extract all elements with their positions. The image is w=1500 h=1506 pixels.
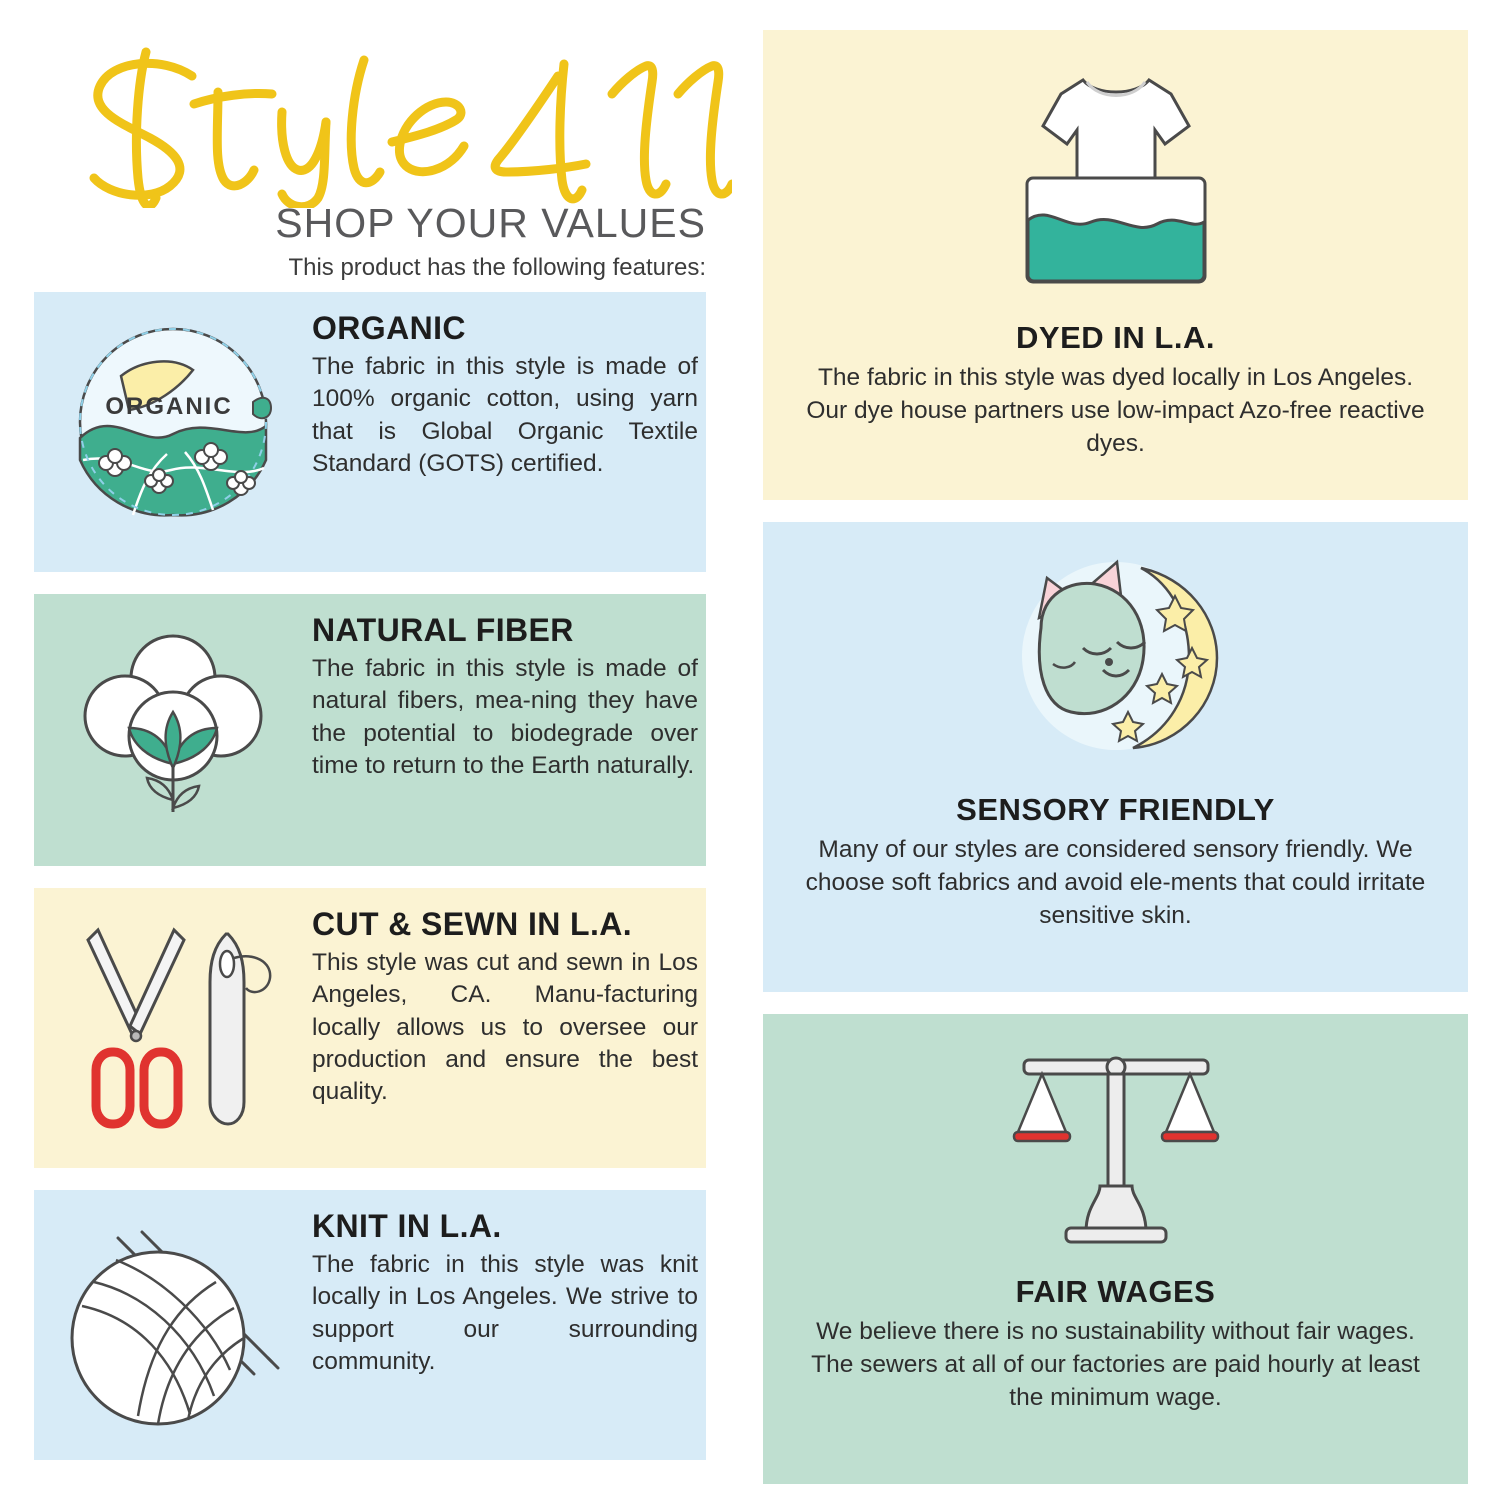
feature-card-cut-and-sewn [34,888,706,1168]
header [34,0,706,292]
yarn-ball-icon [34,1208,312,1438]
left-column [34,0,706,1500]
feature-body-natural-fiber [312,612,706,782]
balance-scale-icon [793,1036,1438,1256]
feature-title-organic: ORGANIC [312,310,466,346]
feature-body-organic [312,310,706,480]
feature-text-fair-wages: We believe there is no sustainability without fair wages. The sewers at all of our factories are paid hourly at least the minimum wage. [811,1318,1420,1411]
feature-card-sensory-friendly [763,522,1468,992]
feature-title-cut-and-sewn: CUT & SEWN IN L.A. [312,906,633,942]
feature-card-knit [34,1190,706,1460]
subtagline: This product has the following features: [288,254,706,281]
feature-title-natural-fiber: NATURAL FIBER [312,612,574,648]
feature-text-cut-and-sewn: This style was cut and sewn in Los Angeles, CA. Manu-facturing locally allows us to oversee our production and ensure the best quality. [312,949,698,1106]
feature-card-fair-wages [763,1014,1468,1484]
feature-text-knit: The fabric in this style was knit locally in Los Angeles. We strive to support our surrounding community. [312,1251,698,1375]
feature-text-natural-fiber: The fabric in this style is made of natural fibers, mea-ning they have the potential to biodegrade over time to return to the Earth naturally. [312,655,698,779]
feature-title-knit: KNIT IN L.A. [312,1208,502,1244]
feature-text-organic: The fabric in this style is made of 100% organic cotton, using yarn that is Global Organic Textile Standard (GOTS) certified. [312,353,698,477]
feature-card-natural-fiber [34,594,706,866]
organic-icon-label: ORGANIC [105,393,233,420]
tshirt-dye-vat-icon [793,52,1438,302]
style-411-logo [42,38,732,208]
tagline: SHOP YOUR VALUES [275,200,706,246]
right-column [763,30,1468,1506]
feature-card-dyed [763,30,1468,500]
sleeping-cat-moon-icon [793,544,1438,774]
organic-landscape-icon [34,310,312,530]
feature-title-fair-wages: FAIR WAGES [1015,1274,1216,1309]
feature-title-dyed: DYED IN L.A. [1016,320,1215,355]
feature-text-dyed: The fabric in this style was dyed locally in Los Angeles. Our dye house partners use low-impact Azo-free reactive dyes. [806,364,1425,457]
cotton-boll-icon [34,612,312,832]
feature-body-cut-and-sewn [312,906,706,1109]
feature-card-organic [34,292,706,572]
feature-text-sensory-friendly: Many of our styles are considered sensory friendly. We choose soft fabrics and avoid ele-ments that could irritate sensitive skin. [805,836,1426,929]
feature-title-sensory-friendly: SENSORY FRIENDLY [956,792,1275,827]
feature-body-knit [312,1208,706,1378]
scissors-and-needle-icon [34,906,312,1136]
